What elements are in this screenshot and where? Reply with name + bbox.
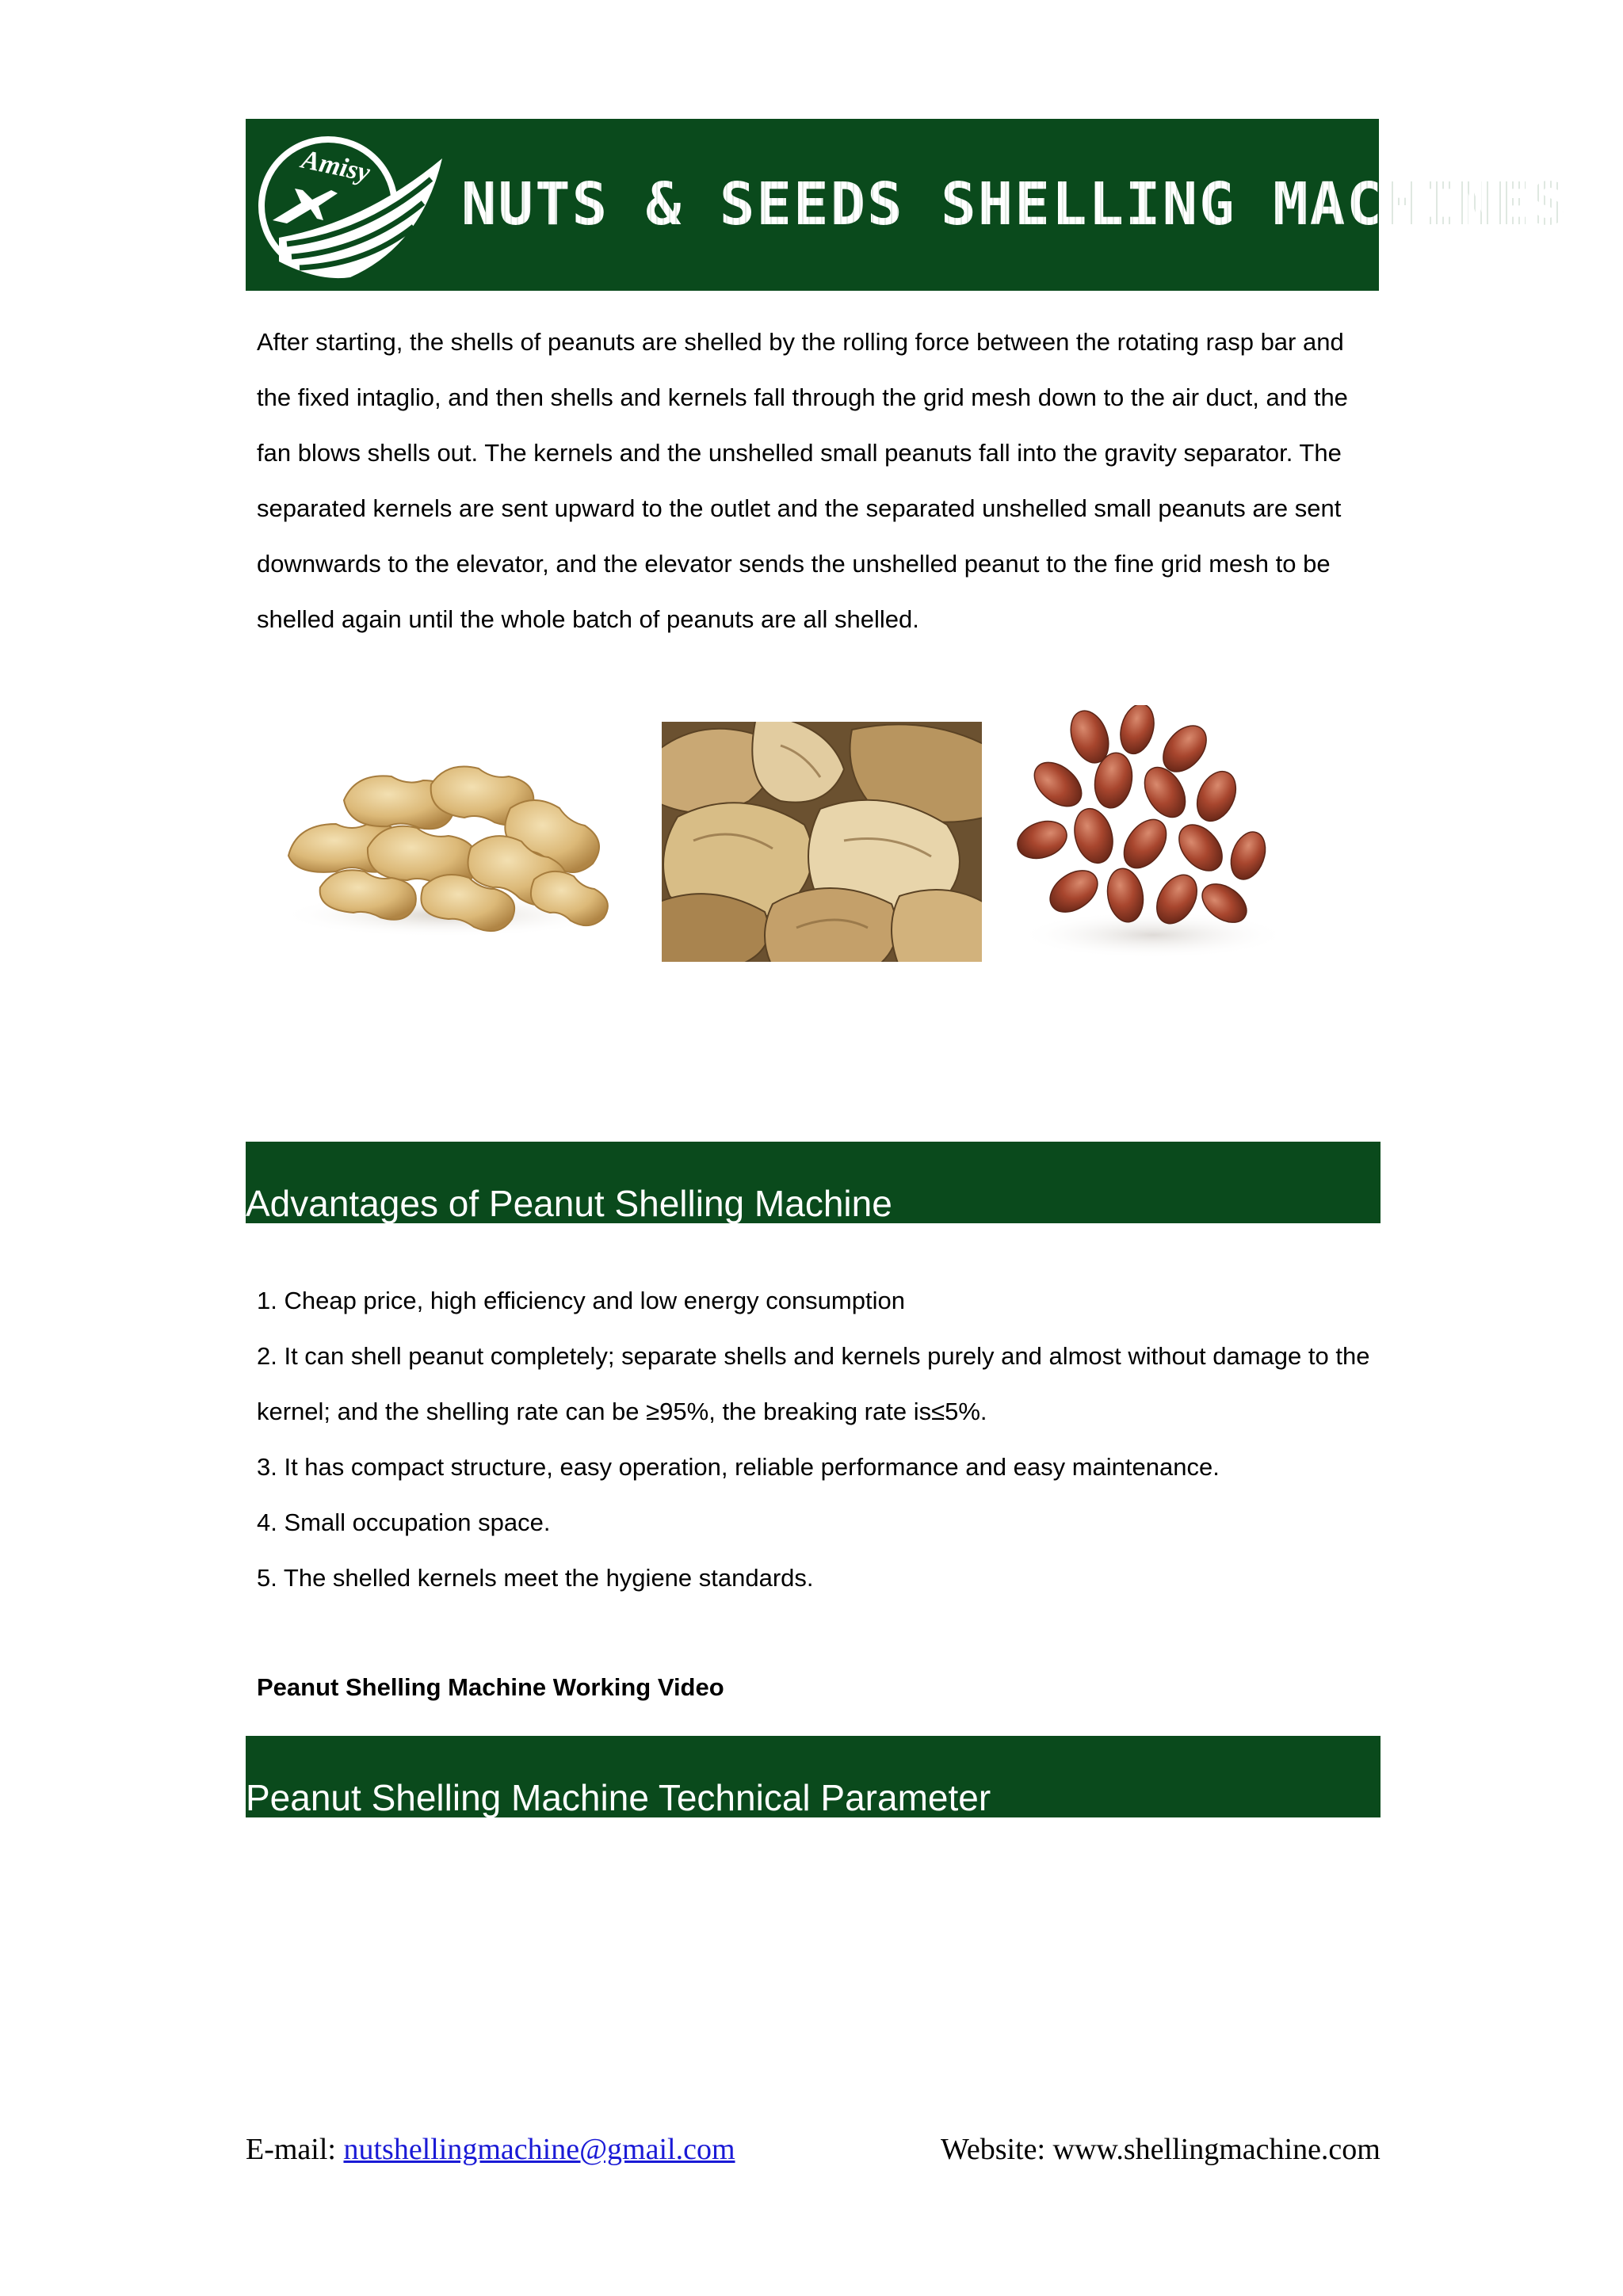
peanut-shells-image <box>662 722 982 962</box>
peanut-kernels-image <box>1002 705 1296 967</box>
video-heading: Peanut Shelling Machine Working Video <box>257 1673 724 1701</box>
advantage-item: 2. It can shell peanut completely; separate shells and kernels purely and almost without damage to the <box>257 1342 1370 1370</box>
advantage-item: 1. Cheap price, high efficiency and low energy consumption <box>257 1287 905 1314</box>
technical-title: Peanut Shelling Machine Technical Parameter <box>246 1777 991 1818</box>
intro-line: downwards to the elevator, and the elevator sends the unshelled peanut to the fine grid mesh to be <box>257 550 1331 578</box>
advantage-item: 4. Small occupation space. <box>257 1508 551 1536</box>
email-label: E-mail: <box>246 2133 344 2166</box>
technical-section-bar <box>246 1736 1381 1817</box>
advantage-item: 5. The shelled kernels meet the hygiene standards. <box>257 1564 814 1592</box>
advantage-item: kernel; and the shelling rate can be ≥95%, the breaking rate is≤5%. <box>257 1398 987 1425</box>
intro-line: After starting, the shells of peanuts are shelled by the rolling force between the rotating rasp bar and <box>257 328 1344 356</box>
footer-email <box>246 2130 735 2169</box>
unshelled-peanuts-image <box>273 753 618 936</box>
logo-wordmark: Amisy <box>299 144 373 189</box>
website-label: Website: <box>941 2133 1053 2166</box>
advantages-section-bar <box>246 1142 1381 1223</box>
amisy-logo <box>255 127 445 285</box>
intro-line: the fixed intaglio, and then shells and kernels fall through the grid mesh down to the air duct, and the <box>257 383 1348 411</box>
advantages-title: Advantages of Peanut Shelling Machine <box>246 1183 892 1224</box>
website-url: www.shellingmachine.com <box>1052 2133 1381 2166</box>
email-link[interactable]: nutshellingmachine@gmail.com <box>343 2133 735 2166</box>
intro-line: separated kernels are sent upward to the outlet and the separated unshelled small peanuts are sent <box>257 494 1342 522</box>
footer-website <box>941 2130 1381 2169</box>
advantage-item: 3. It has compact structure, easy operation, reliable performance and easy maintenance. <box>257 1453 1220 1481</box>
advantages-list <box>257 1273 1382 1606</box>
header-banner <box>246 119 1568 291</box>
intro-line: shelled again until the whole batch of peanuts are all shelled. <box>257 605 919 633</box>
banner-title: NUTS & SEEDS SHELLING MACHINES <box>461 119 1568 291</box>
intro-line: fan blows shells out. The kernels and the unshelled small peanuts fall into the gravity separator. The <box>257 439 1342 467</box>
intro-paragraph <box>257 315 1382 647</box>
